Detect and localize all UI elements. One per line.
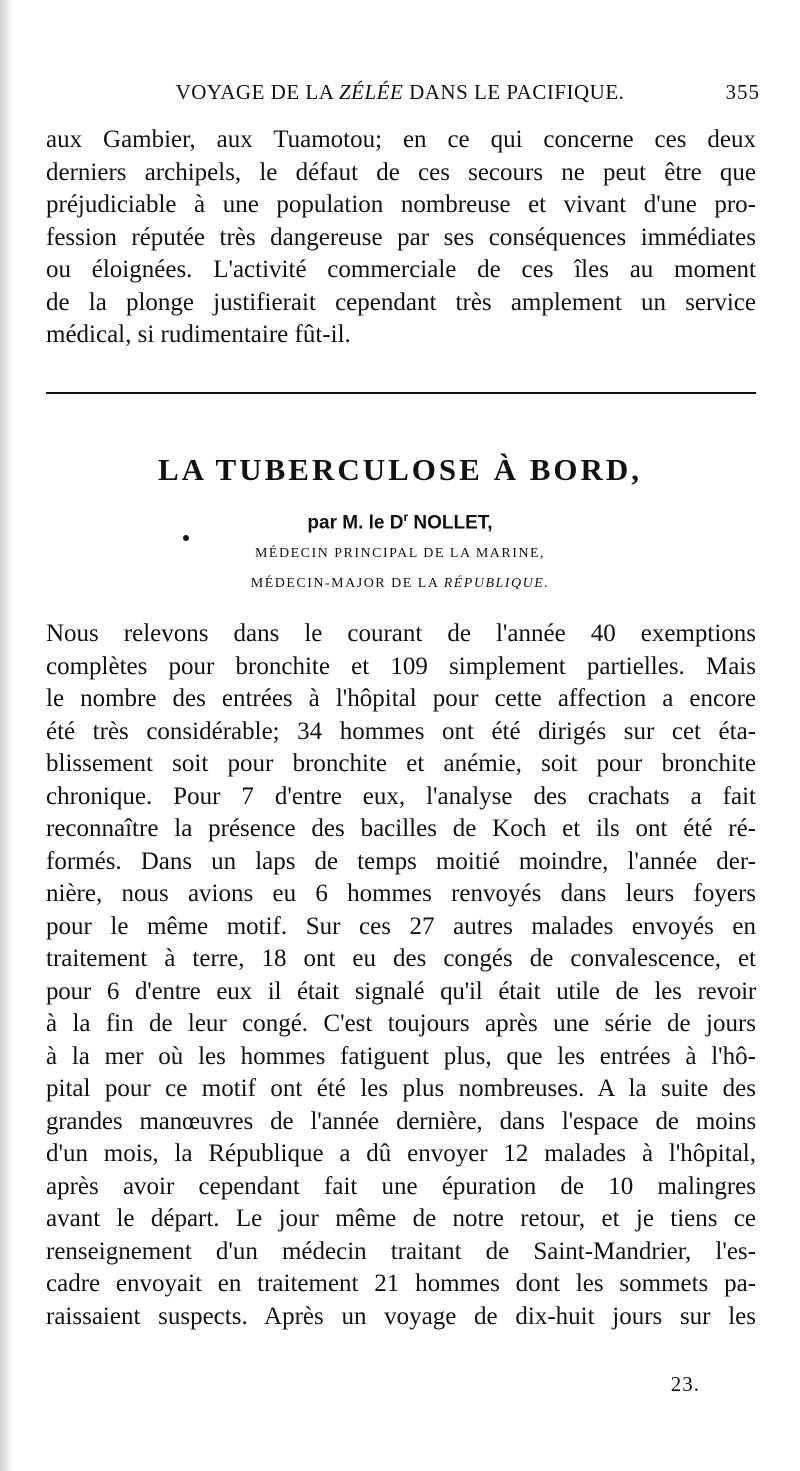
- ink-dot: [183, 535, 189, 541]
- text-line: à la mer où les hommes fatiguent plus, que les entrées à l'hô-: [46, 1042, 756, 1070]
- article-byline: [40, 510, 760, 534]
- section-divider: [46, 392, 756, 394]
- text-line: après avoir cependant fait une épuration de 10 malingres: [46, 1172, 756, 1200]
- text-line: raissaient suspects. Après un voyage de dix-huit jours sur les: [46, 1302, 756, 1330]
- text-line: grandes manœuvres de l'année dernière, dans l'espace de moins: [46, 1107, 756, 1135]
- text-line: pour le même motif. Sur ces 27 autres malades envoyés en: [46, 912, 756, 940]
- byline-sup: r: [403, 510, 409, 524]
- text-line: d'un mois, la République a dû envoyer 12 malades à l'hôpital,: [46, 1140, 756, 1167]
- text-line: le nombre des entrées à l'hôpital pour cette affection a encore: [46, 685, 756, 712]
- text-line: préjudiciable à une population nombreuse et vivant d'une pro-: [46, 191, 756, 218]
- text-line: été très considérable; 34 hommes ont été dirigés sur cet éta-: [46, 717, 756, 745]
- byline-name: NOLLET,: [408, 512, 493, 534]
- page-gutter-shadow: [0, 0, 14, 1471]
- text-line: fession réputée très dangereuse par ses conséquences immédiates: [46, 223, 756, 251]
- byline-prefix: par M. le D: [307, 512, 404, 534]
- text-line: derniers archipels, le défaut de ces secours ne peut être que: [46, 158, 756, 186]
- text-line: aux Gambier, aux Tuamotou; en ce qui concerne ces deux: [46, 126, 756, 153]
- text-line: Nous relevons dans le courant de l'année 40 exemptions: [46, 620, 756, 647]
- text-line: médical, si rudimentaire fût-il.: [46, 321, 351, 348]
- text-line: nière, nous avions eu 6 hommes renvoyés dans leurs foyers: [46, 880, 756, 907]
- text-line: complètes pour bronchite et 109 simplement partielles. Mais: [46, 652, 756, 680]
- article-title: LA TUBERCULOSE À BORD,: [157, 452, 643, 487]
- continuation-paragraph: [46, 124, 756, 352]
- text-line: de la plonge justifierait cependant très amplement un service: [46, 288, 756, 316]
- running-title-before: VOYAGE DE LA: [175, 80, 339, 104]
- running-title: [40, 80, 760, 105]
- text-line: traitement à terre, 18 ont eu des congés de convalescence, et: [46, 945, 756, 972]
- text-line: renseignement d'un médecin traitant de Saint-Mandrier, l'es-: [46, 1237, 756, 1265]
- signature-mark: 23.: [670, 1372, 700, 1396]
- running-title-ship: ZÉLÉE: [338, 80, 404, 104]
- affiliation-2-ship: RÉPUBLIQUE.: [443, 576, 550, 591]
- text-line: à la fin de leur congé. C'est toujours après une série de jours: [46, 1010, 756, 1037]
- text-line: formés. Dans un laps de temps moitié moindre, l'année der-: [46, 847, 756, 875]
- author-affiliation-2: [40, 576, 760, 592]
- running-head: [40, 80, 760, 110]
- author-affiliation-1: MÉDECIN PRINCIPAL DE LA MARINE,: [254, 546, 546, 561]
- article-body: [46, 618, 756, 1333]
- text-line: reconnaître la présence des bacilles de Koch et ils ont été ré-: [46, 815, 756, 842]
- text-line: pital pour ce motif ont été les plus nombreuses. A la suite des: [46, 1075, 756, 1102]
- affiliation-2-prefix: MÉDECIN-MAJOR DE LA: [250, 576, 444, 591]
- text-line: pour 6 d'entre eux il était signalé qu'il était utile de les revoir: [46, 977, 756, 1005]
- text-line: chronique. Pour 7 d'entre eux, l'analyse des crachats a fait: [46, 782, 756, 810]
- text-line: avant le départ. Le jour même de notre retour, et je tiens ce: [46, 1205, 756, 1232]
- text-line: blissement soit pour bronchite et anémie, soit pour bronchite: [46, 750, 756, 777]
- text-line: cadre envoyait en traitement 21 hommes dont les sommets pa-: [46, 1270, 756, 1297]
- text-line: ou éloignées. L'activité commerciale de ces îles au moment: [46, 256, 756, 283]
- running-title-after: DANS LE PACIFIQUE.: [403, 80, 625, 104]
- page-number: 355: [725, 80, 760, 104]
